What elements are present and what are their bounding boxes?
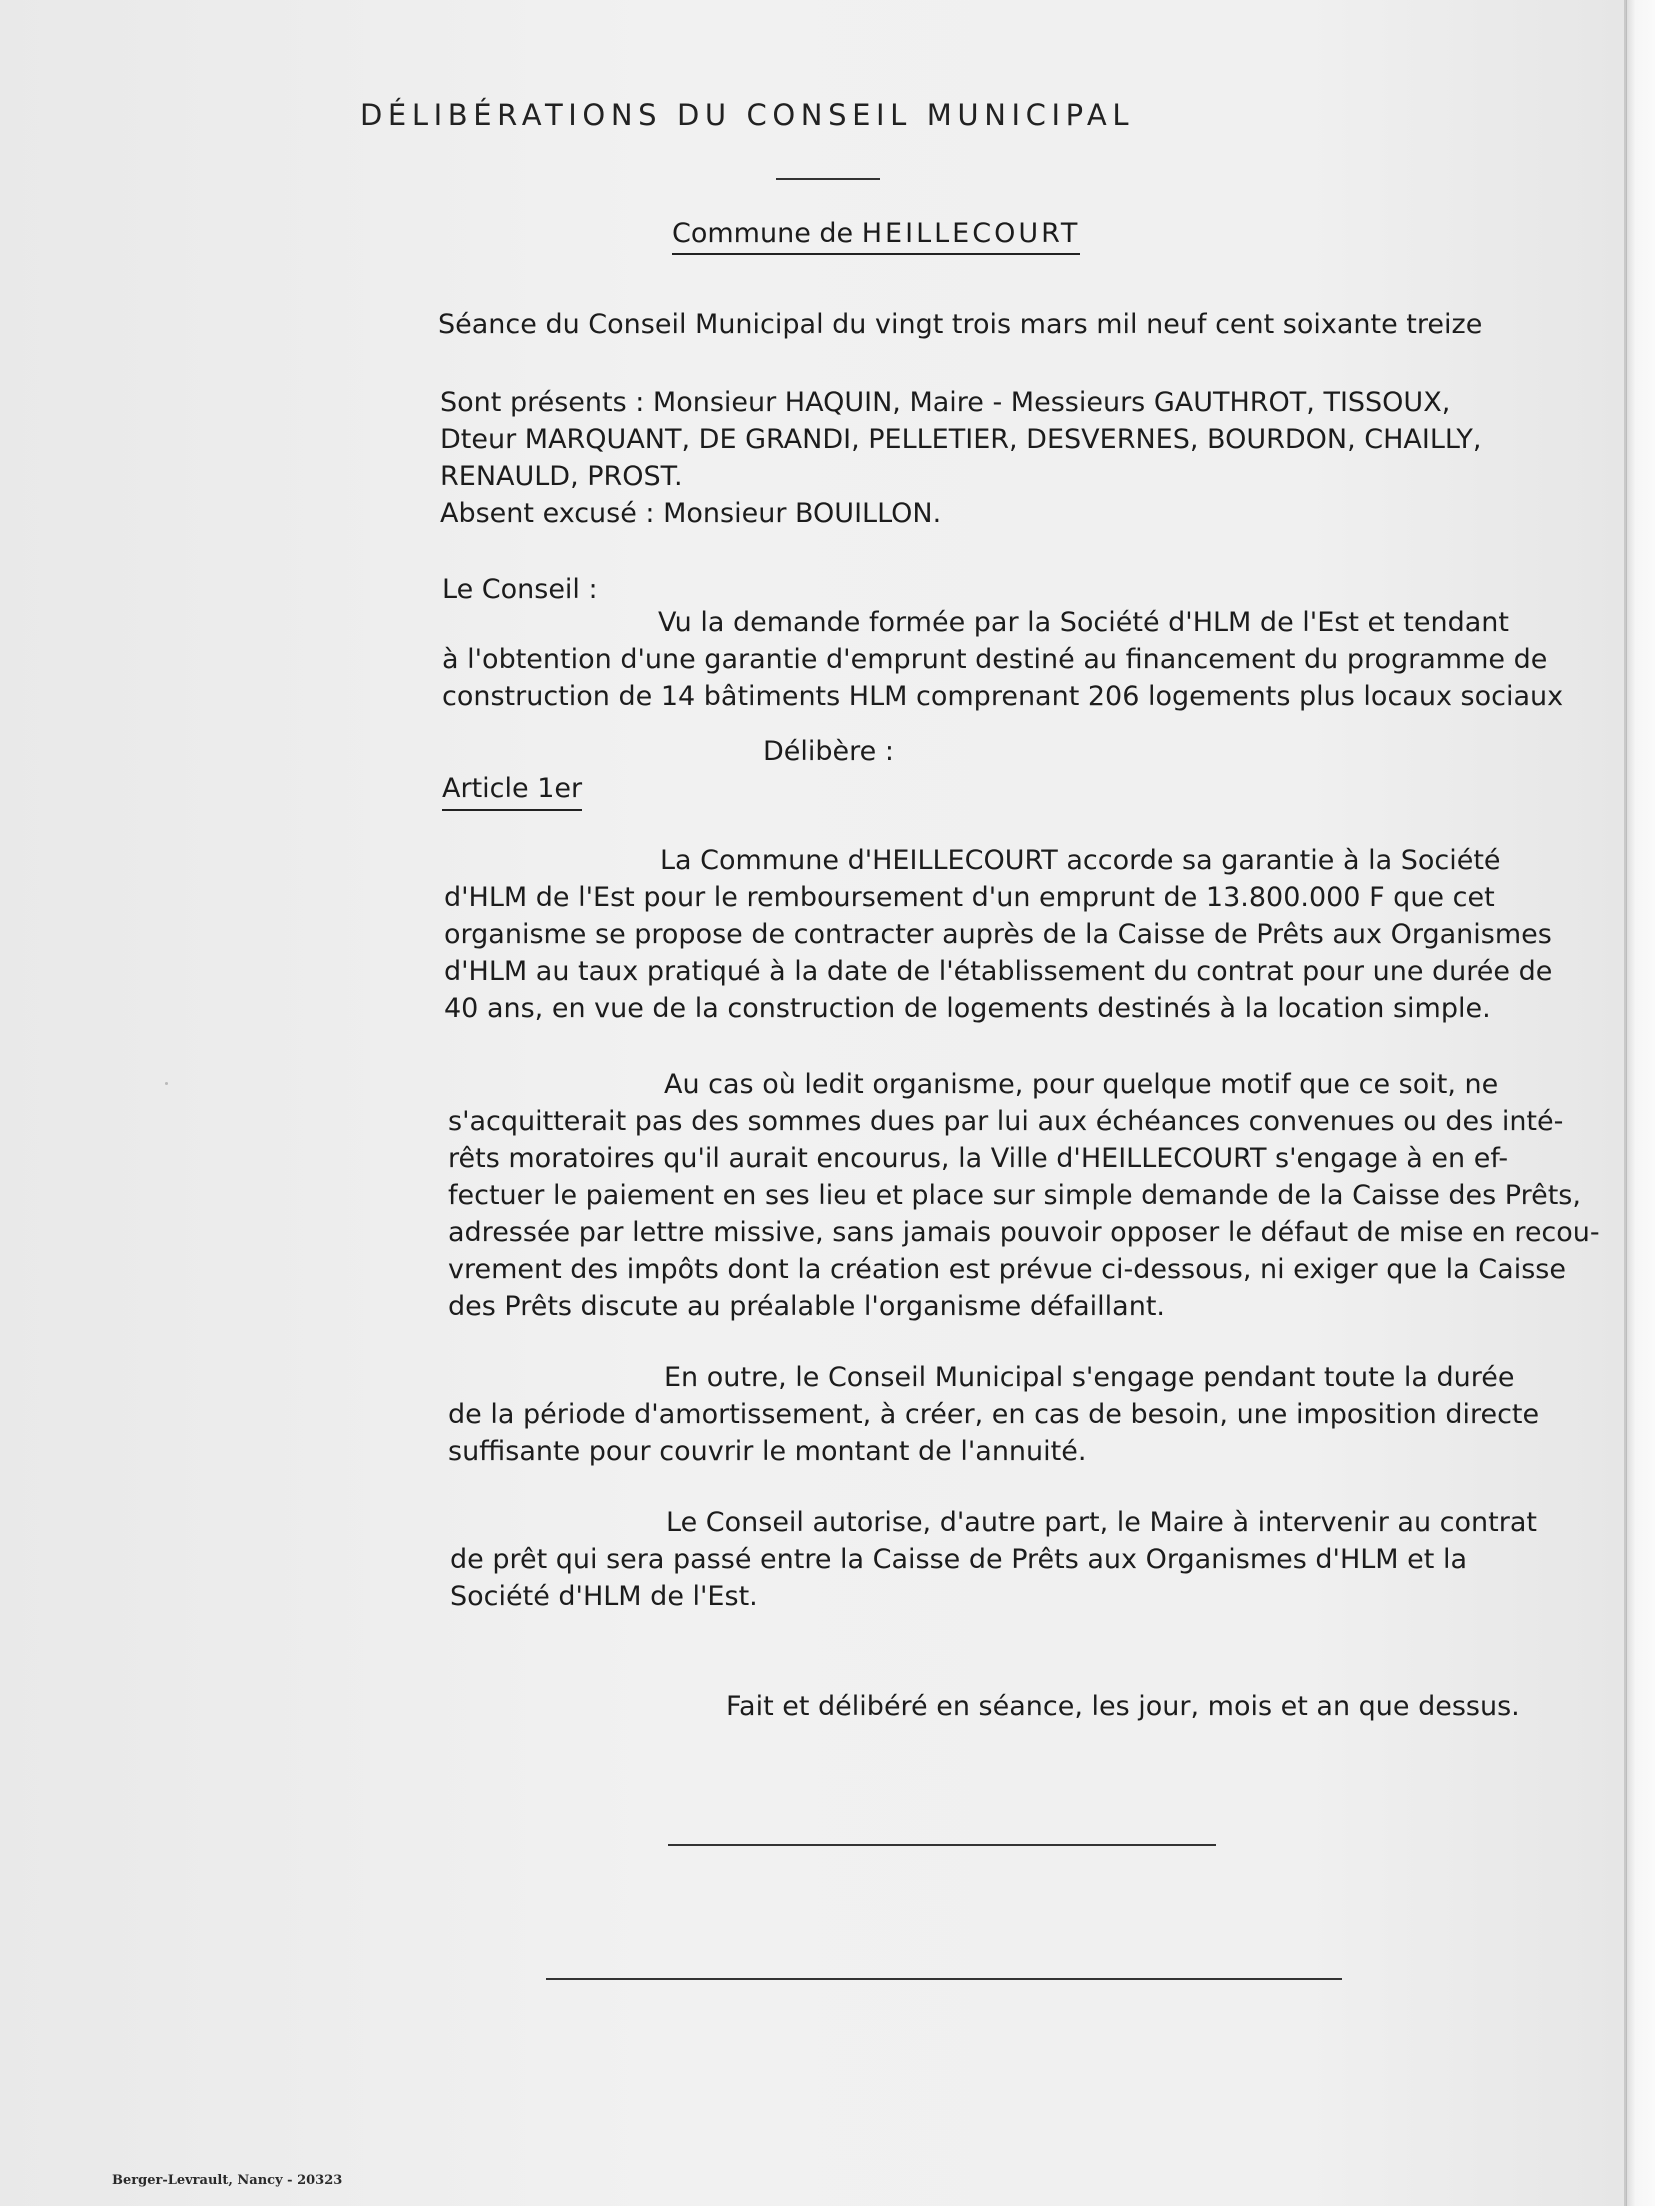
printer-imprint: Berger-Levrault, Nancy - 20323 bbox=[112, 2173, 343, 2188]
attendance-line: Sont présents : Monsieur HAQUIN, Maire - Messieurs GAUTHROT, TISSOUX, bbox=[440, 387, 1451, 418]
binding-edge bbox=[1625, 0, 1655, 2206]
paragraph-line: Le Conseil autorise, d'autre part, le Maire à intervenir au contrat bbox=[666, 1507, 1537, 1538]
absent-line: Absent excusé : Monsieur BOUILLON. bbox=[440, 498, 942, 529]
signature-line bbox=[668, 1844, 1216, 1846]
attendance-block bbox=[440, 384, 1481, 532]
paragraph-line: adressée par lettre missive, sans jamais pouvoir opposer le défaut de mise en recou- bbox=[448, 1217, 1600, 1248]
conseil-label: Le Conseil : bbox=[442, 574, 598, 605]
article-heading: Article 1er bbox=[442, 770, 582, 811]
paragraph-line: à l'obtention d'une garantie d'emprunt destiné au financement du programme de bbox=[442, 644, 1548, 675]
closing-statement: Fait et délibéré en séance, les jour, mois et an que dessus. bbox=[726, 1691, 1520, 1722]
attendance-line: Dteur MARQUANT, DE GRANDI, PELLETIER, DESVERNES, BOURDON, CHAILLY, bbox=[440, 424, 1482, 455]
heading-divider bbox=[776, 178, 880, 180]
article-paragraph-2 bbox=[448, 1066, 1600, 1325]
paragraph-line: fectuer le paiement en ses lieu et place sur simple demande de la Caisse des Prêts, bbox=[448, 1180, 1581, 1211]
delibere-label: Délibère : bbox=[763, 736, 894, 767]
paragraph-line: construction de 14 bâtiments HLM comprenant 206 logements plus locaux sociaux bbox=[442, 681, 1564, 712]
paragraph-line: Vu la demande formée par la Société d'HLM de l'Est et tendant bbox=[658, 607, 1509, 638]
paragraph-line: Société d'HLM de l'Est. bbox=[450, 1581, 758, 1612]
attendance-line: RENAULD, PROST. bbox=[440, 461, 683, 492]
commune-title bbox=[672, 218, 1080, 255]
paragraph-line: organisme se propose de contracter auprès de la Caisse de Prêts aux Organismes bbox=[444, 919, 1552, 950]
paragraph-line: Au cas où ledit organisme, pour quelque motif que ce soit, ne bbox=[664, 1069, 1499, 1100]
seance-line: Séance du Conseil Municipal du vingt trois mars mil neuf cent soixante treize bbox=[438, 309, 1483, 340]
commune-name: HEILLECOURT bbox=[861, 218, 1081, 249]
article-paragraph-1 bbox=[444, 842, 1552, 1027]
paragraph-line: d'HLM de l'Est pour le remboursement d'un emprunt de 13.800.000 F que cet bbox=[444, 882, 1495, 913]
paragraph-line: s'acquitterait pas des sommes dues par lui aux échéances convenues ou des inté- bbox=[448, 1106, 1564, 1137]
paragraph-line: vrement des impôts dont la création est prévue ci-dessous, ni exiger que la Caisse bbox=[448, 1254, 1566, 1285]
paragraph-line: de prêt qui sera passé entre la Caisse de Prêts aux Organismes d'HLM et la bbox=[450, 1544, 1468, 1575]
article-paragraph-3 bbox=[448, 1359, 1539, 1470]
paper-speck bbox=[165, 1082, 168, 1085]
vu-paragraph bbox=[442, 604, 1563, 715]
paragraph-line: En outre, le Conseil Municipal s'engage pendant toute la durée bbox=[664, 1362, 1515, 1393]
article-paragraph-4 bbox=[450, 1504, 1537, 1615]
paragraph-line: des Prêts discute au préalable l'organisme défaillant. bbox=[448, 1291, 1165, 1322]
paragraph-line: La Commune d'HEILLECOURT accorde sa garantie à la Société bbox=[660, 845, 1501, 876]
document-heading: DÉLIBÉRATIONS DU CONSEIL MUNICIPAL bbox=[360, 98, 1135, 132]
page-fold-line bbox=[1626, 0, 1627, 2206]
commune-prefix: Commune de bbox=[672, 218, 854, 249]
signature-line bbox=[546, 1978, 1342, 1980]
paragraph-line: rêts moratoires qu'il aurait encourus, la Ville d'HEILLECOURT s'engage à en ef- bbox=[448, 1143, 1509, 1174]
paragraph-line: 40 ans, en vue de la construction de logements destinés à la location simple. bbox=[444, 993, 1491, 1024]
paragraph-line: suffisante pour couvrir le montant de l'annuité. bbox=[448, 1436, 1087, 1467]
paragraph-line: d'HLM au taux pratiqué à la date de l'établissement du contrat pour une durée de bbox=[444, 956, 1553, 987]
paragraph-line: de la période d'amortissement, à créer, en cas de besoin, une imposition directe bbox=[448, 1399, 1540, 1430]
